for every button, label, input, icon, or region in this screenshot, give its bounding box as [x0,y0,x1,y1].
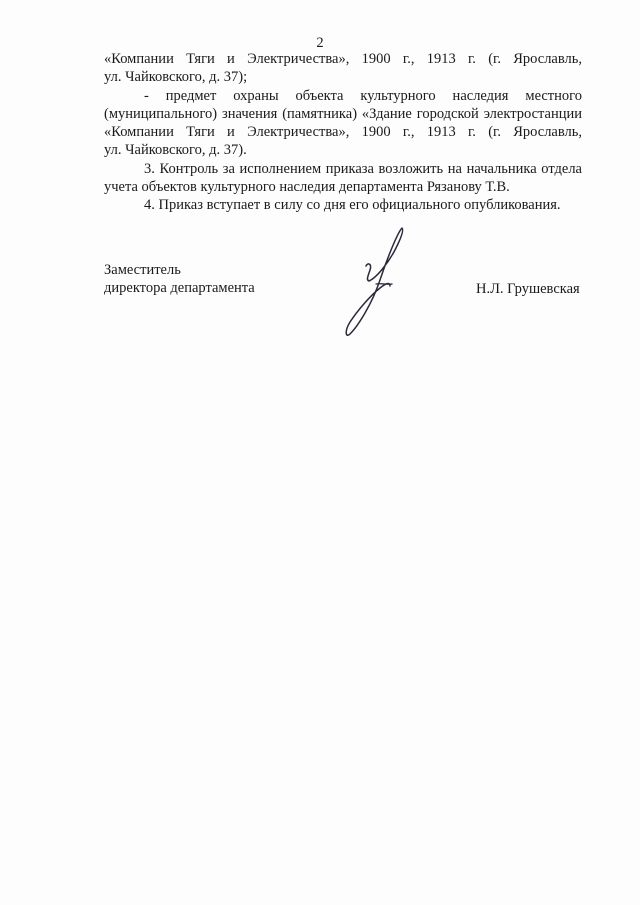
signature-stroke [346,228,402,335]
body-line: ул. Чайковского, д. 37); [104,69,248,86]
signer-position-line: Заместитель [104,262,181,278]
body-line: (муниципального) значения (памятника) «Здание городской электростанции [104,105,582,122]
body-line: «Компании Тяги и Электричества», 1900 г., 1913 г. (г. Ярославль, [104,124,582,141]
document-body [104,50,582,215]
body-line: ул. Чайковского, д. 37). [104,142,247,159]
signer-name: Н.Л. Грушевская [476,281,580,297]
signature-stroke [376,284,392,285]
signer-position [104,261,255,298]
body-line: учета объектов культурного наследия департамента Рязанову Т.В. [104,179,510,196]
handwritten-signature [336,226,410,340]
signer-position-line: директора департамента [104,280,255,297]
body-line: «Компании Тяги и Электричества», 1900 г., 1913 г. (г. Ярославль, [104,51,582,67]
body-line: - предмет охраны объекта культурного наследия местного [144,87,582,104]
body-line: 3. Контроль за исполнением приказа возложить на начальника отдела [144,160,582,177]
page-number: 2 [316,35,324,51]
body-line: 4. Приказ вступает в силу со дня его официального опубликования. [144,197,561,214]
